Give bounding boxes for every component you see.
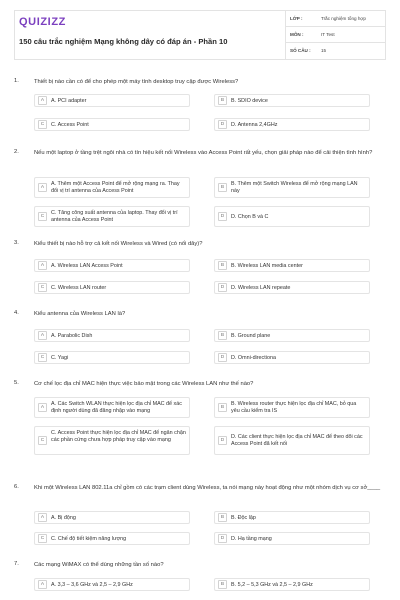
question-number: 1. [14, 78, 19, 84]
option-text: D. Wireless LAN repeate [231, 285, 291, 291]
option-text: C. Wireless LAN router [51, 285, 107, 291]
quizizz-logo: QUIZIZZ [19, 16, 66, 28]
option-text: B. 5,2 – 5,3 GHz và 2,5 – 2,9 GHz [231, 582, 313, 588]
meta-key: MÔN : [290, 32, 304, 37]
option-letter: B [218, 183, 227, 192]
option-b[interactable] [214, 578, 370, 591]
option-b[interactable] [214, 177, 370, 198]
option-text: D. Hạ tầng mạng [231, 536, 272, 542]
option-text: A. Parabolic Dish [51, 333, 93, 339]
option-d[interactable] [214, 532, 370, 545]
option-letter: C [38, 212, 47, 221]
option-letter: C [38, 120, 47, 129]
option-b[interactable] [214, 259, 370, 272]
meta-key: SỐ CÂU : [290, 48, 311, 53]
option-letter: A [38, 403, 47, 412]
option-letter: B [218, 580, 227, 589]
question-number: 6. [14, 484, 19, 490]
option-a[interactable] [34, 177, 190, 198]
option-letter: D [218, 436, 227, 445]
option-letter: A [38, 96, 47, 105]
question-text: Kiểu antenna của Wireless LAN là? [34, 311, 126, 317]
option-c[interactable] [34, 351, 190, 364]
option-c[interactable] [34, 532, 190, 545]
question-number: 7. [14, 561, 19, 567]
option-letter: B [218, 403, 227, 412]
question-text: Cơ chế lọc địa chỉ MAC hiện thực việc bảo mật trong các Wireless LAN như thế nào? [34, 381, 254, 387]
question-text: Kiểu thiết bị nào hỗ trợ cả kết nối Wireless và Wired (có nối dây)? [34, 241, 203, 247]
option-letter: A [38, 183, 47, 192]
question-number: 2. [14, 149, 19, 155]
option-text: B. Wireless router thực hiện lọc địa chỉ MAC, bỏ qua yêu cầu kiểm tra IS [231, 401, 357, 414]
option-letter: D [218, 353, 227, 362]
option-text: A. Bị động [51, 515, 76, 521]
option-text: D. Chọn B và C [231, 214, 269, 220]
option-letter: A [38, 580, 47, 589]
option-d[interactable] [214, 426, 370, 455]
option-a[interactable] [34, 94, 190, 107]
option-b[interactable] [214, 94, 370, 107]
option-text: B. Độc lập [231, 515, 256, 521]
option-b[interactable] [214, 511, 370, 524]
option-text: C. Tăng công suất antenna của laptop. Thay đổi vị trí antenna của Access Point [51, 210, 178, 223]
meta-value: 15 [321, 48, 327, 53]
option-text: B. Wireless LAN media center [231, 263, 303, 269]
question-text: Thiết bị nào cần có để cho phép một máy tính desktop truy cập được Wireless? [34, 79, 239, 85]
option-c[interactable] [34, 281, 190, 294]
option-c[interactable] [34, 118, 190, 131]
option-d[interactable] [214, 206, 370, 227]
option-text: A. PCI adapter [51, 98, 87, 104]
worksheet-header [14, 10, 386, 60]
option-a[interactable] [34, 329, 190, 342]
option-c[interactable] [34, 206, 190, 227]
meta-value: Trắc nghiệm tổng hợp [321, 16, 366, 21]
worksheet-meta [285, 11, 386, 59]
meta-key: LỚP : [290, 16, 303, 21]
question-number: 3. [14, 240, 19, 246]
option-text: D. Các client thực hiện lọc địa chỉ MAC để theo dõi các Access Point đã kết nối [231, 434, 363, 447]
option-text: D. Antenna 2,4GHz [231, 122, 278, 128]
option-letter: D [218, 283, 227, 292]
option-letter: C [38, 534, 47, 543]
option-text: A. Wireless LAN Access Point [51, 263, 123, 269]
option-letter: D [218, 120, 227, 129]
option-d[interactable] [214, 351, 370, 364]
option-letter: B [218, 513, 227, 522]
option-d[interactable] [214, 118, 370, 131]
option-text: B. Thêm một Switch Wireless để mở rộng mạng LAN này [231, 181, 358, 194]
option-d[interactable] [214, 281, 370, 294]
option-b[interactable] [214, 397, 370, 418]
question-number: 4. [14, 310, 19, 316]
question-text: Khi một Wireless LAN 802.11a chỉ gồm có các trạm client dùng Wireless, ta nói mạng này hoạt động như một nhóm dịch vụ cơ sở____ [34, 485, 381, 491]
option-letter: D [218, 534, 227, 543]
option-text: A. Thêm một Access Point để mở rộng mạng ra. Thay đổi vị trí antenna của Access Point [51, 181, 180, 194]
option-text: B. SDIO device [231, 98, 268, 104]
option-letter: A [38, 513, 47, 522]
question-text: Nếu một laptop ở tầng trệt ngôi nhà có tín hiệu kết nối Wireless vào Access Point rất yếu, chọn giải pháp nào để cải thiện tình hình? [34, 150, 373, 156]
option-text: C. Access Point thực hiện lọc địa chỉ MAC để ngăn chặn các phần cứng chưa hợp pháp truy cập vào mạng [51, 430, 186, 443]
option-letter: B [218, 331, 227, 340]
option-letter: C [38, 436, 47, 445]
option-text: A. 3,3 – 3,6 GHz và 2,5 – 2,9 GHz [51, 582, 133, 588]
option-letter: C [38, 283, 47, 292]
option-letter: B [218, 96, 227, 105]
option-c[interactable] [34, 426, 190, 455]
question-number: 5. [14, 380, 19, 386]
option-letter: C [38, 353, 47, 362]
meta-row-class [286, 11, 386, 27]
option-letter: A [38, 261, 47, 270]
option-text: C. Access Point [51, 122, 89, 128]
option-letter: A [38, 331, 47, 340]
question-text: Các mạng WiMAX có thể dùng những tần số nào? [34, 562, 164, 568]
option-a[interactable] [34, 578, 190, 591]
worksheet-title: 150 câu trắc nghiệm Mạng không dây có đáp án - Phần 10 [19, 37, 228, 46]
option-a[interactable] [34, 259, 190, 272]
option-letter: B [218, 261, 227, 270]
option-text: A. Các Switch WLAN thực hiện lọc địa chỉ MAC để xác định người dùng đã đăng nhập vào mạng [51, 401, 182, 414]
option-a[interactable] [34, 397, 190, 418]
option-b[interactable] [214, 329, 370, 342]
meta-row-count [286, 43, 386, 59]
option-text: C. Chế độ tiết kiệm năng lượng [51, 536, 127, 542]
option-text: B. Ground plane [231, 333, 271, 339]
option-a[interactable] [34, 511, 190, 524]
meta-value: IT Test [321, 32, 335, 37]
option-text: C. Yagi [51, 355, 69, 361]
option-text: D. Omni-directiona [231, 355, 276, 361]
option-letter: D [218, 212, 227, 221]
meta-row-subject [286, 27, 386, 43]
